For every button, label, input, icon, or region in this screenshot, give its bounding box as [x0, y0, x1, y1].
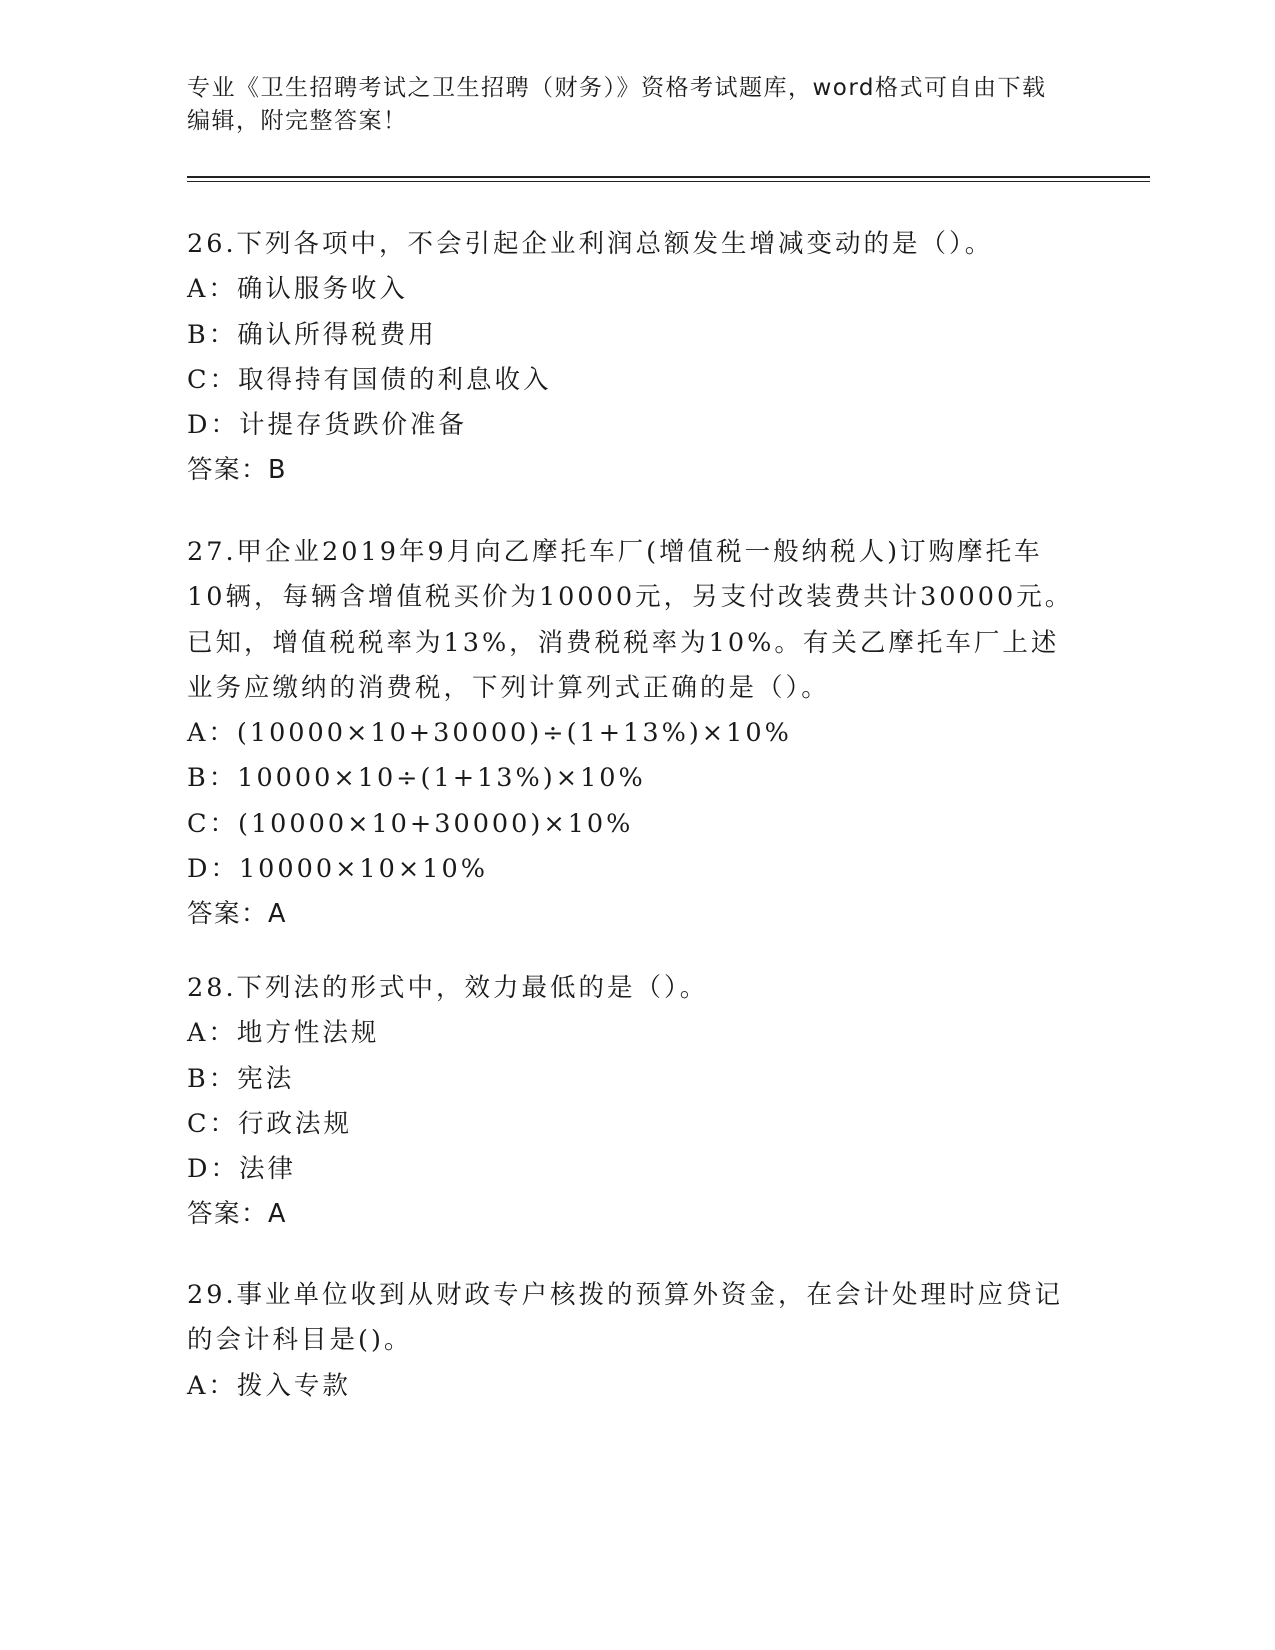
question-stem-line-1: 27.甲企业2019年9月向乙摩托车厂(增值税一般纳税人)订购摩托车: [187, 537, 1043, 567]
question-27: [187, 530, 1087, 938]
document-header: [187, 72, 1067, 138]
option-a: A：地方性法规: [187, 1018, 380, 1049]
option-d: D：10000×10×10%: [187, 854, 488, 885]
question-28: [187, 966, 1087, 1238]
option-b: B：确认所得税费用: [187, 319, 437, 350]
option-b: B：10000×10÷(1+13%)×10%: [187, 763, 646, 794]
option-c: C：(10000×10+30000)×10%: [187, 808, 634, 839]
question-stem-line-2: 的会计科目是()。: [187, 1325, 413, 1356]
option-d: D：法律: [187, 1154, 296, 1185]
option-a: A：拨入专款: [187, 1370, 351, 1401]
question-stem: 26.下列各项中，不会引起企业利润总额发生增减变动的是（）。: [187, 229, 994, 259]
question-stem-line-2: 10辆，每辆含增值税买价为10000元，另支付改装费共计30000元。: [187, 582, 1074, 613]
header-rule-thin: [187, 181, 1150, 182]
option-a: A：(10000×10+30000)÷(1+13%)×10%: [187, 718, 792, 749]
question-stem: 28.下列法的形式中，效力最低的是（）。: [187, 973, 709, 1003]
question-stem-line-4: 业务应缴纳的消费税，下列计算列式正确的是（）。: [187, 672, 830, 703]
header-line-1: 专业《卫生招聘考试之卫生招聘（财务）》资格考试题库，word格式可自由下载: [187, 75, 1047, 101]
option-c: C：取得持有国债的利息收入: [187, 364, 552, 395]
question-stem-line-1: 29.事业单位收到从财政专户核拨的预算外资金，在会计处理时应贷记: [187, 1280, 1064, 1310]
option-b: B：宪法: [187, 1063, 295, 1094]
answer: 答案：B: [187, 455, 287, 486]
header-rule-thick: [187, 176, 1150, 178]
option-d: D：计提存货跌价准备: [187, 410, 467, 441]
question-stem-line-3: 已知，增值税税率为13%，消费税税率为10%。有关乙摩托车厂上述: [187, 627, 1060, 658]
question-29: [187, 1273, 1087, 1409]
answer: 答案：A: [187, 899, 287, 930]
option-a: A：确认服务收入: [187, 274, 408, 305]
option-c: C：行政法规: [187, 1108, 353, 1139]
header-line-2: 编辑，附完整答案！: [187, 108, 408, 134]
question-26: [187, 222, 1087, 494]
answer: 答案：A: [187, 1199, 287, 1230]
